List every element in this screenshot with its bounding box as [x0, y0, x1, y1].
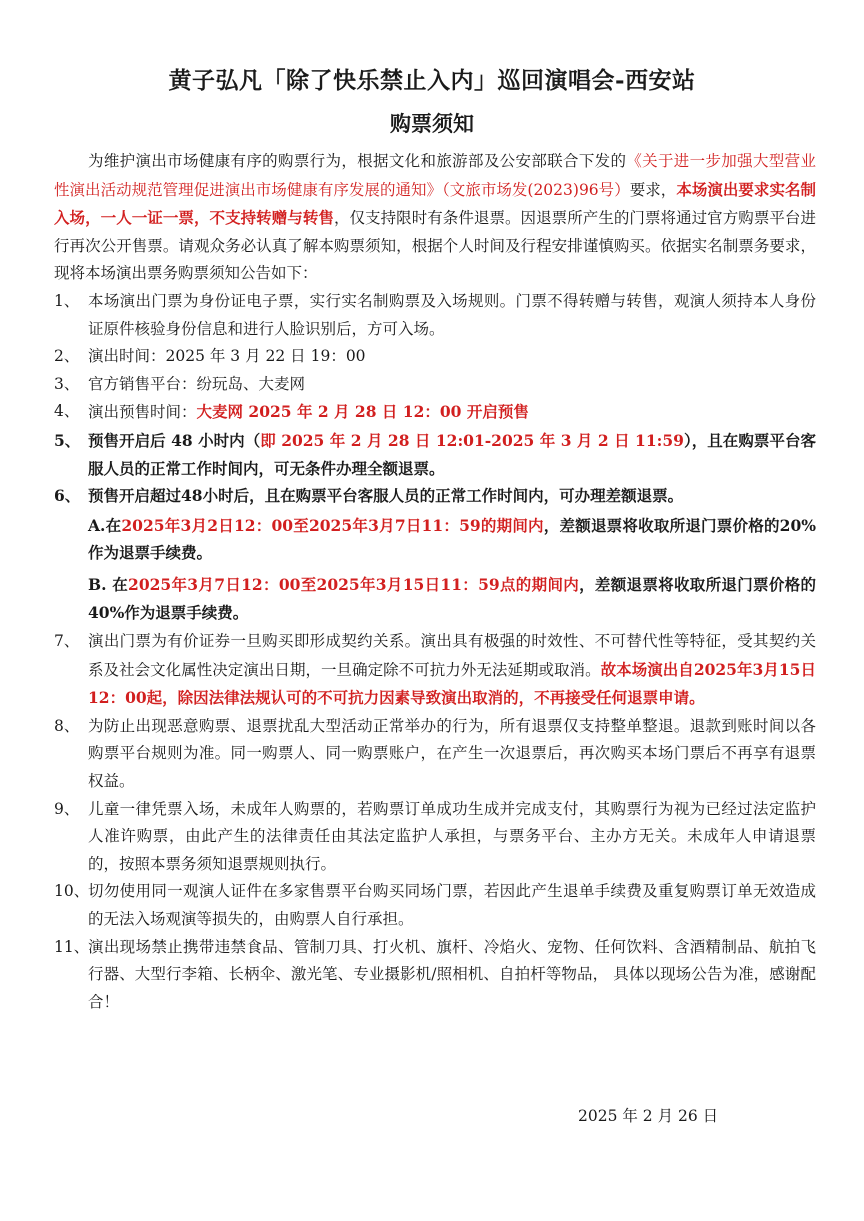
item-number: 6、 — [54, 486, 81, 506]
intro-text-2: 要求， — [629, 180, 677, 199]
list-item — [54, 343, 816, 371]
item-text: 儿童一律凭票入场，未成年人购票的，若购票订单成功生成并完成支付，其购票行为视为已经过法定监护人准许购票，由此产生的法律责任由其法定监护人承担，与票务平台、主办方无关。未成年人申请退票的，按照本票务须知退票规则执行。 — [88, 799, 816, 873]
sub-item-highlight: 2025年3月2日12：00至2025年3月7日11：59的期间内 — [121, 515, 544, 535]
sub-item-text: ，差额退票将收取所退门票价格的20%作为退票手续费。 — [88, 515, 816, 563]
item-number: 11、 — [54, 937, 90, 956]
item-number: 9、 — [54, 799, 80, 818]
sub-item-highlight: 2025年3月7日12：00至2025年3月15日11：59点的期间内 — [128, 574, 580, 594]
sub-item-prefix: A.在 — [88, 515, 122, 535]
intro-real-name-rule: 本场演出要求实名制入场，一人一证一票，不支持转赠与转售 — [54, 179, 816, 228]
item-highlight: 大麦网 2025 年 2 月 28 日 12：00 开启预售 — [196, 402, 529, 422]
item-number: 5、 — [54, 430, 81, 450]
item-number: 2、 — [54, 347, 80, 366]
intro-paragraph — [54, 148, 816, 288]
intro-notice-title: 《关于进一步加强大型营业性演出活动规范管理促进演出市场健康有序发展的通知》（文旅市场发(2023)96号） — [54, 152, 816, 199]
item-text: ），且在购票平台客服人员的正常工作时间内，可无条件办理全额退票。 — [88, 430, 816, 478]
item-text: 演出时间：2025 年 3 月 22 日 19：00 — [88, 347, 366, 366]
item-number: 10、 — [54, 882, 90, 901]
list-item — [54, 713, 816, 796]
document-date: 2025 年 2 月 26 日 — [578, 1107, 719, 1125]
list-item — [54, 796, 816, 879]
item-text: 演出预售时间： — [88, 403, 197, 422]
item-highlight: 故本场演出自2025年3月15日12：00起，除因法律法规认可的不可抗力因素导致演出取消的，不再接受任何退票申请。 — [88, 659, 816, 708]
list-item — [54, 482, 816, 510]
item-text: 预售开启超过48小时后，且在购票平台客服人员的正常工作时间内，可办理差额退票。 — [88, 486, 684, 506]
item-text: 演出现场禁止携带违禁食品、管制刀具、打火机、旗杆、冷焰火、宠物、任何饮料、含酒精制品、航拍飞行器、大型行李箱、长柄伞、激光笔、专业摄影机/照相机、自拍杆等物品， 具体以现场公告为准，感谢配合！ — [88, 937, 816, 1011]
item-text: 为防止出现恶意购票、退票扰乱大型活动正常举办的行为，所有退票仅支持整单整退。退款到账时间以各购票平台规则为准。同一购票人、同一购票账户，在产生一次退票后，再次购买本场门票后不再享有退票权益。 — [88, 716, 816, 791]
list-item — [54, 371, 816, 399]
item-text: 官方销售平台：纷玩岛、大麦网 — [88, 374, 306, 393]
sub-item-prefix: B. 在 — [88, 574, 129, 594]
list-item — [54, 398, 816, 427]
list-item — [54, 427, 816, 482]
intro-text-1: 为维护演出市场健康有序的购票行为，根据文化和旅游部及公安部联合下发的 — [88, 152, 627, 170]
item-number: 3、 — [54, 374, 80, 393]
item-text: 演出门票为有价证券一旦购买即形成契约关系。演出具有极强的时效性、不可替代性等特征，受其契约关系及社会文化属性决定演出日期，一旦确定除不可抗力外无法延期或取消。 — [88, 632, 816, 679]
list-item — [54, 628, 816, 713]
list-item — [54, 288, 816, 343]
sub-item-text: ，差额退票将收取所退门票价格的40%作为退票手续费。 — [88, 574, 816, 622]
document-title: 黄子弘凡「除了快乐禁止入内」巡回演唱会-西安站 — [168, 67, 696, 94]
item-text: 预售开启后 48 小时内（ — [88, 430, 261, 450]
document-subtitle: 购票须知 — [390, 111, 474, 136]
item-text: 切勿使用同一观演人证件在多家售票平台购买同场门票，若因此产生退单手续费及重复购票订单无效造成的无法入场观演等损失的，由购票人自行承担。 — [88, 882, 816, 929]
item-number: 4、 — [54, 402, 80, 421]
item-text: 本场演出门票为身份证电子票，实行实名制购票及入场规则。门票不得转赠与转售，观演人须持本人身份证原件核验身份信息和进行人脸识别后，方可入场。 — [88, 291, 816, 338]
item-number: 7、 — [54, 632, 80, 651]
document-body — [54, 148, 816, 1016]
list-item — [54, 878, 816, 933]
item-number: 8、 — [54, 716, 80, 735]
intro-text-3: ，仅支持限时有条件退票。因退票所产生的门票将通过官方购票平台进行再次公开售票。请观众务必认真了解本购票须知，根据个人时间及行程安排谨慎购买。依据实名制票务要求， 现将本场演出票务购票须知公告如下： — [54, 209, 816, 283]
sub-item-b — [54, 571, 816, 626]
item-highlight: 即 2025 年 2 月 28 日 12:01-2025 年 3 月 2 日 11:59 — [260, 430, 684, 450]
sub-item-a — [54, 512, 816, 567]
list-item — [54, 934, 816, 1017]
item-number: 1、 — [54, 291, 80, 310]
